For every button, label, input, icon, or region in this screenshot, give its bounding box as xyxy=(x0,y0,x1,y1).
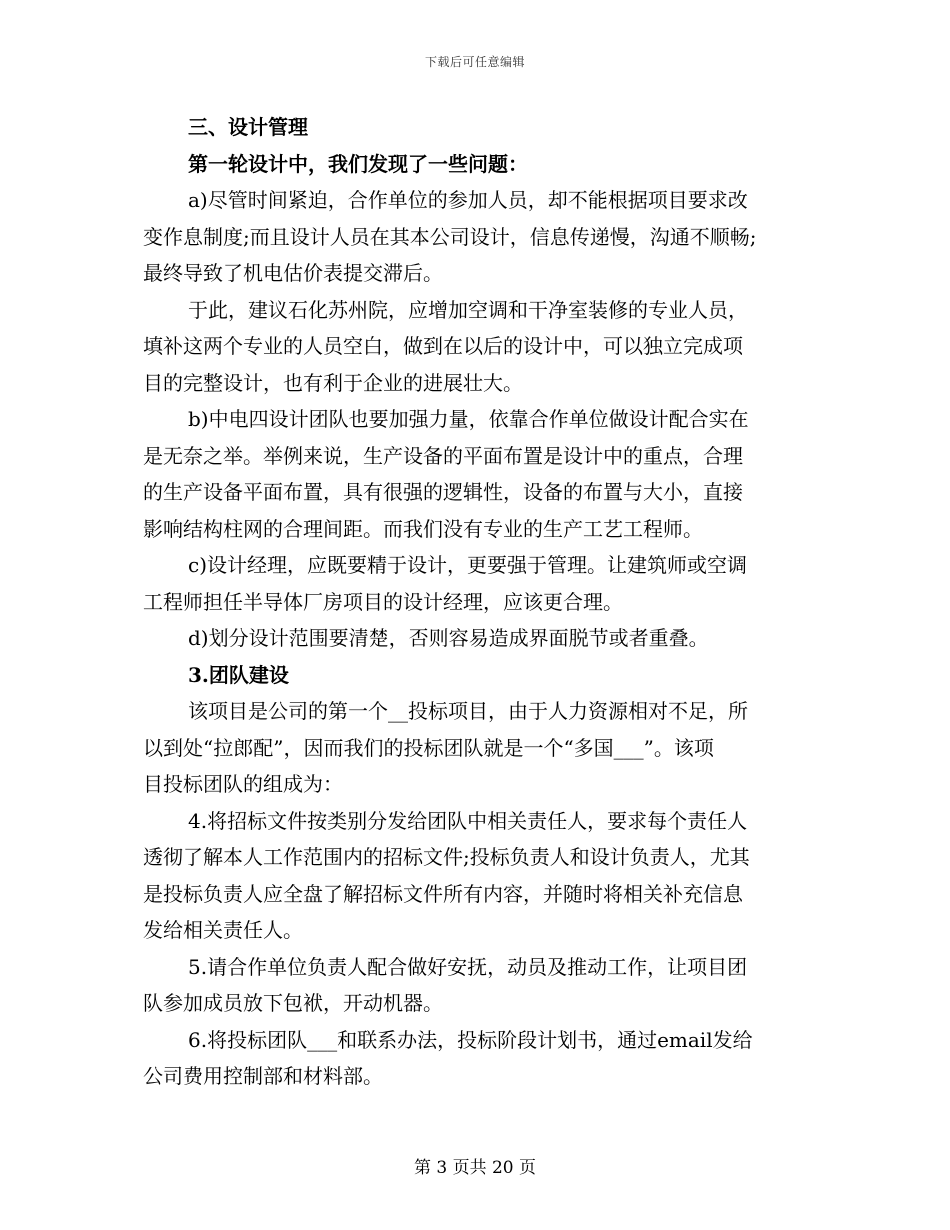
paragraph-line: a)尽管时间紧迫，合作单位的参加人员，却不能根据项目要求改 xyxy=(188,188,748,212)
paragraph-line: 影响结构柱网的合理间距。而我们没有专业的生产工艺工程师。 xyxy=(143,516,703,541)
paragraph-line: 工程师担任半导体厂房项目的设计经理，应该更合理。 xyxy=(143,589,623,614)
paragraph-line: 填补这两个专业的人员空白，做到在以后的设计中，可以独立完成项 xyxy=(143,334,743,358)
paragraph-line: 的生产设备平面布置，具有很强的逻辑性，设备的布置与大小，直接 xyxy=(143,480,743,504)
paragraph-line: 于此，建议石化苏州院，应增加空调和干净室装修的专业人员， xyxy=(188,297,748,322)
document-body xyxy=(143,109,815,1095)
paragraph-line: 目投标团队的组成为： xyxy=(143,772,343,796)
paragraph-line: 变作息制度;而且设计人员在其本公司设计，信息传递慢，沟通不顺畅; xyxy=(143,224,757,249)
heading-line: 三、设计管理 xyxy=(188,115,308,139)
paragraph-line: c)设计经理，应既要精于设计，更要强于管理。让建筑师或空调 xyxy=(188,553,748,577)
page-number: 第 3 页共 20 页 xyxy=(413,1158,537,1178)
paragraph-line: 6.将投标团队___和联系办法，投标阶段计划书，通过email发给 xyxy=(188,1027,753,1052)
paragraph-line: 是无奈之举。举例来说，生产设备的平面布置是设计中的重点，合理 xyxy=(143,443,743,468)
paragraph-line: 队参加成员放下包袱，开动机器。 xyxy=(143,991,443,1015)
paragraph-line: 4.将招标文件按类别分发给团队中相关责任人，要求每个责任人 xyxy=(188,808,748,833)
paragraph-line: 透彻了解本人工作范围内的招标文件;投标负责人和设计负责人，尤其 xyxy=(143,845,750,869)
paragraph-line: d)划分设计范围要清楚，否则容易造成界面脱节或者重叠。 xyxy=(188,626,709,650)
heading-line: 第一轮设计中，我们发现了一些问题： xyxy=(188,151,528,176)
paragraph-line: 公司费用控制部和材料部。 xyxy=(143,1064,383,1088)
paragraph-line: 是投标负责人应全盘了解招标文件所有内容，并随时将相关补充信息 xyxy=(143,881,743,906)
paragraph-line: 目的完整设计，也有利于企业的进展壮大。 xyxy=(143,370,523,395)
paragraph-line: 5.请合作单位负责人配合做好安抚，动员及推动工作，让项目团 xyxy=(188,954,748,979)
paragraph-line: 该项目是公司的第一个__投标项目，由于人力资源相对不足，所 xyxy=(188,699,748,723)
paragraph-line: 以到处“拉郎配”，因而我们的投标团队就是一个“多国___”。该项 xyxy=(143,735,714,760)
paragraph-line: b)中电四设计团队也要加强力量，依靠合作单位做设计配合实在 xyxy=(188,407,749,431)
paragraph-line: 发给相关责任人。 xyxy=(143,918,303,942)
paragraph-line: 最终导致了机电估价表提交滞后。 xyxy=(143,261,443,285)
page-header-note: 下载后可任意编辑 xyxy=(424,55,525,69)
heading-line: 3.团队建设 xyxy=(188,662,289,687)
